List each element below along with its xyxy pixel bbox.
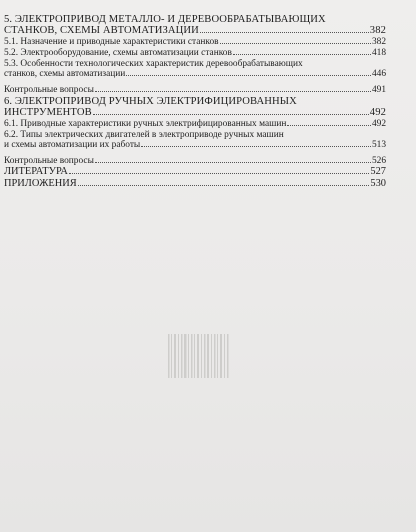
- toc-entry-text: ПРИЛОЖЕНИЯ: [4, 178, 77, 189]
- toc-entry-text: 6.2. Типы электрических двигателей в электроприводе ручных машин: [4, 130, 284, 140]
- toc-entry-chapter-5[interactable]: [4, 14, 386, 36]
- toc-page-number: 382: [371, 37, 386, 47]
- toc-page-number: 492: [371, 119, 386, 129]
- toc-page-number: 527: [370, 166, 386, 177]
- toc-entry-text: СТАНКОВ, СХЕМЫ АВТОМАТИЗАЦИИ: [4, 25, 199, 36]
- toc-page-number: 526: [371, 156, 386, 166]
- toc-page-number: 491: [371, 85, 386, 95]
- dot-leader: [69, 173, 369, 174]
- toc-entry-questions-5[interactable]: [4, 85, 386, 95]
- toc-page-number: 418: [371, 48, 386, 58]
- toc-page-number: 513: [371, 140, 386, 150]
- dot-leader: [93, 114, 369, 115]
- toc-entry-text: 5.2. Электрооборудование, схемы автоматизации станков: [4, 48, 232, 58]
- toc-entry-text: и схемы автоматизации их работы: [4, 140, 141, 150]
- toc-entry-literature[interactable]: [4, 166, 386, 177]
- dot-leader: [95, 162, 371, 163]
- toc-entry-text: ИНСТРУМЕНТОВ: [4, 107, 92, 118]
- toc-entry-5-2[interactable]: [4, 48, 386, 58]
- toc-entry-text: станков, схемы автоматизации: [4, 69, 126, 79]
- bleed-through-barcode: [166, 330, 232, 386]
- toc-entry-text: 6. ЭЛЕКТРОПРИВОД РУЧНЫХ ЭЛЕКТРИФИЦИРОВАННЫХ: [4, 96, 297, 107]
- toc-entry-5-3[interactable]: [4, 59, 386, 79]
- dot-leader: [233, 54, 371, 55]
- dot-leader: [220, 43, 371, 44]
- toc-entry-chapter-6[interactable]: [4, 96, 386, 118]
- dot-leader: [287, 125, 371, 126]
- dot-leader: [141, 146, 371, 147]
- dot-leader: [200, 32, 369, 33]
- toc-page-number: 530: [370, 178, 386, 189]
- dot-leader: [126, 75, 371, 76]
- toc-entry-text: 5.3. Особенности технологических характеристик деревообрабатывающих: [4, 59, 303, 69]
- toc-entry-6-2[interactable]: [4, 130, 386, 150]
- toc-entry-questions-6[interactable]: [4, 156, 386, 166]
- toc-entry-text: 6.1. Приводные характеристики ручных электрифицированных машин: [4, 119, 287, 129]
- toc-page-number: 446: [371, 69, 386, 79]
- toc-entry-text: Контрольные вопросы: [4, 156, 94, 166]
- toc-page-number: 382: [369, 25, 386, 36]
- toc-entry-6-1[interactable]: [4, 119, 386, 129]
- toc-page-number: 492: [369, 107, 386, 118]
- toc-entry-text: 5.1. Назначение и приводные характеристики станков: [4, 37, 219, 47]
- toc-entry-text: ЛИТЕРАТУРА: [4, 166, 68, 177]
- toc-entry-text: Контрольные вопросы: [4, 85, 94, 95]
- dot-leader: [95, 91, 371, 92]
- toc-entry-5-1[interactable]: [4, 37, 386, 47]
- dot-leader: [78, 185, 370, 186]
- toc-entry-text: 5. ЭЛЕКТРОПРИВОД МЕТАЛЛО- И ДЕРЕВООБРАБАТЫВАЮЩИХ: [4, 14, 326, 25]
- toc-entry-appendices[interactable]: [4, 178, 386, 189]
